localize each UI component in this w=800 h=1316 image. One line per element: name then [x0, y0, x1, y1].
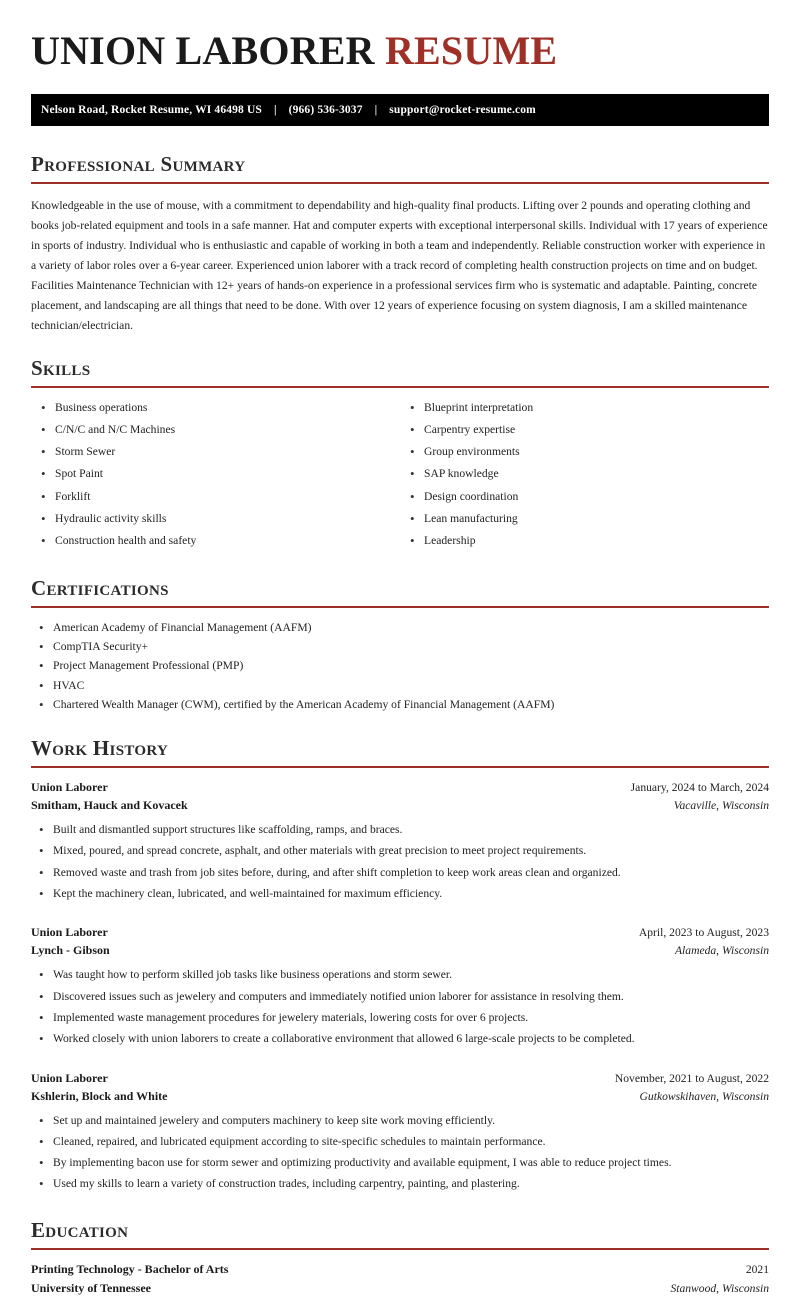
work-history-entry: [31, 925, 769, 1052]
list-item: • Removed waste and trash from job sites before, during, and after shift completion to keep work areas clean and organized.: [53, 865, 769, 886]
job-company: Smitham, Hauck and Kovacek: [31, 798, 188, 813]
contact-separator-1: |: [273, 104, 277, 116]
job-title: Union Laborer: [31, 1070, 108, 1085]
job-company-row: [31, 1086, 769, 1104]
job-company: Lynch - Gibson: [31, 943, 110, 958]
section-work-history: [31, 736, 769, 1198]
section-education: [31, 1218, 769, 1296]
list-item: • Blueprint interpretation: [424, 400, 769, 422]
list-item: • Leadership: [424, 533, 769, 555]
certifications-list: [31, 620, 769, 716]
education-location: Stanwood, Wisconsin: [670, 1281, 769, 1295]
list-item: • Kept the machinery clean, lubricated, and well-maintained for maximum efficiency.: [53, 886, 769, 907]
list-item: • Hydraulic activity skills: [55, 511, 400, 533]
education-year: 2021: [745, 1262, 769, 1276]
job-company: Kshlerin, Block and White: [31, 1088, 168, 1103]
section-divider: [31, 766, 769, 768]
list-item: • Implemented waste management procedures for jewelery materials, lowering costs for over 6 projects.: [53, 1010, 769, 1031]
job-bullet-list: [31, 822, 769, 907]
contact-address: Nelson Road, Rocket Resume, WI 46498 US: [41, 104, 262, 116]
job-dates: November, 2021 to August, 2022: [614, 1071, 769, 1085]
section-certifications: [31, 576, 769, 716]
job-company-row: [31, 940, 769, 958]
job-dates: January, 2024 to March, 2024: [630, 781, 769, 795]
resume-title-main: UNION LABORER: [31, 28, 375, 73]
job-bullet-list: [31, 1113, 769, 1198]
job-dates: April, 2023 to August, 2023: [638, 926, 769, 940]
list-item: • Design coordination: [424, 489, 769, 511]
list-item: • Set up and maintained jewelery and computers machinery to keep site work moving efficiently.: [53, 1113, 769, 1134]
skills-list-right: [400, 400, 769, 556]
list-item: • Lean manufacturing: [424, 511, 769, 533]
list-item: • Was taught how to perform skilled job tasks like business operations and storm sewer.: [53, 967, 769, 988]
job-location: Vacaville, Wisconsin: [673, 799, 769, 813]
list-item: • Worked closely with union laborers to create a collaborative environment that allowed 6 large-scale projects to be completed.: [53, 1031, 769, 1052]
section-divider: [31, 606, 769, 608]
list-item: • Carpentry expertise: [424, 422, 769, 444]
contact-phone: (966) 536-3037: [288, 104, 363, 116]
list-item: • Storm Sewer: [55, 444, 400, 466]
list-item: • American Academy of Financial Management (AAFM): [53, 620, 769, 639]
section-divider: [31, 1248, 769, 1250]
section-heading-skills: Skills: [31, 355, 91, 380]
job-company-row: [31, 795, 769, 813]
list-item: • Forklift: [55, 489, 400, 511]
list-item: • Spot Paint: [55, 466, 400, 488]
contact-separator-2: |: [374, 104, 378, 116]
list-item: • Built and dismantled support structures like scaffolding, ramps, and braces.: [53, 822, 769, 843]
job-location: Gutkowskihaven, Wisconsin: [639, 1089, 769, 1103]
summary-paragraph: Knowledgeable in the use of mouse, with a commitment to dependability and high-quality final products. Lifting over 2 pounds and operating clothing and books job-related equipment and tools in a safe manner. Hat and computer experts with exceptional interpersonal skills. Individual with 17 years of experience in sports of industry. Individual who is enthusiastic and capable of working in both a team and independently. Reliable construction worker with experience in a variety of labor roles over a 6-year career. Experienced union laborer with a track record of completing health construction projects on time and on budget. Facilities Maintenance Technician with 12+ years of hands-on experience in a professional services firm who is systematic and adaptable. Painting, concrete placement, and landscaping are all things that need to be done. With over 12 years of experience focusing on system diagnosis, I am a skilled maintenance technician/electrician.: [31, 199, 768, 332]
list-item: • Used my skills to learn a variety of construction trades, including carpentry, painting, and plastering.: [53, 1176, 769, 1197]
skills-column-left: [31, 400, 400, 556]
job-location: Alameda, Wisconsin: [674, 944, 769, 958]
section-heading-work-history: Work History: [31, 736, 169, 761]
list-item: • Mixed, poured, and spread concrete, asphalt, and other materials with great precision to meet project requirements.: [53, 843, 769, 864]
job-title: Union Laborer: [31, 780, 108, 795]
job-header-row: [31, 1071, 769, 1086]
job-title: Union Laborer: [31, 925, 108, 940]
section-heading-professional-summary: Professional Summary: [31, 152, 246, 176]
list-item: • CompTIA Security+: [53, 639, 769, 658]
section-heading-education: Education: [31, 1217, 129, 1242]
work-history-entry: [31, 780, 769, 907]
list-item: • Discovered issues such as jewelery and computers and immediately notified union laborer for assistance in resolving them.: [53, 989, 769, 1010]
contact-email[interactable]: support@rocket-resume.com: [389, 104, 536, 116]
skills-columns: [31, 400, 769, 556]
section-divider: [31, 386, 769, 388]
list-item: • Cleaned, repaired, and lubricated equipment according to site-specific schedules to maintain performance.: [53, 1134, 769, 1155]
list-item: • Chartered Wealth Manager (CWM), certified by the American Academy of Financial Management (AAFM): [53, 697, 769, 716]
list-item: • Group environments: [424, 444, 769, 466]
list-item: • By implementing bacon use for storm sewer and optimizing productivity and available equipment, I was able to reduce project times.: [53, 1155, 769, 1176]
contact-bar: [31, 94, 769, 126]
section-heading-certifications: Certifications: [31, 575, 169, 600]
education-header-row: [31, 1262, 769, 1277]
job-header-row: [31, 925, 769, 940]
list-item: • HVAC: [53, 678, 769, 697]
section-professional-summary: [31, 152, 769, 336]
section-divider: [31, 182, 769, 184]
education-entry: [31, 1262, 769, 1296]
education-school-row: [31, 1277, 769, 1296]
work-history-entry: [31, 1071, 769, 1198]
section-skills: [31, 356, 769, 556]
job-header-row: [31, 780, 769, 795]
list-item: • Business operations: [55, 400, 400, 422]
education-school: University of Tennessee: [31, 1280, 151, 1295]
list-item: • SAP knowledge: [424, 466, 769, 488]
education-degree: Printing Technology - Bachelor of Arts: [31, 1261, 229, 1276]
skills-column-right: [400, 400, 769, 556]
list-item: • Construction health and safety: [55, 533, 400, 555]
list-item: • Project Management Professional (PMP): [53, 658, 769, 677]
list-item: • C/N/C and N/C Machines: [55, 422, 400, 444]
job-bullet-list: [31, 967, 769, 1052]
resume-title: [31, 30, 769, 72]
resume-title-accent: RESUME: [384, 28, 558, 73]
skills-list-left: [31, 400, 400, 556]
